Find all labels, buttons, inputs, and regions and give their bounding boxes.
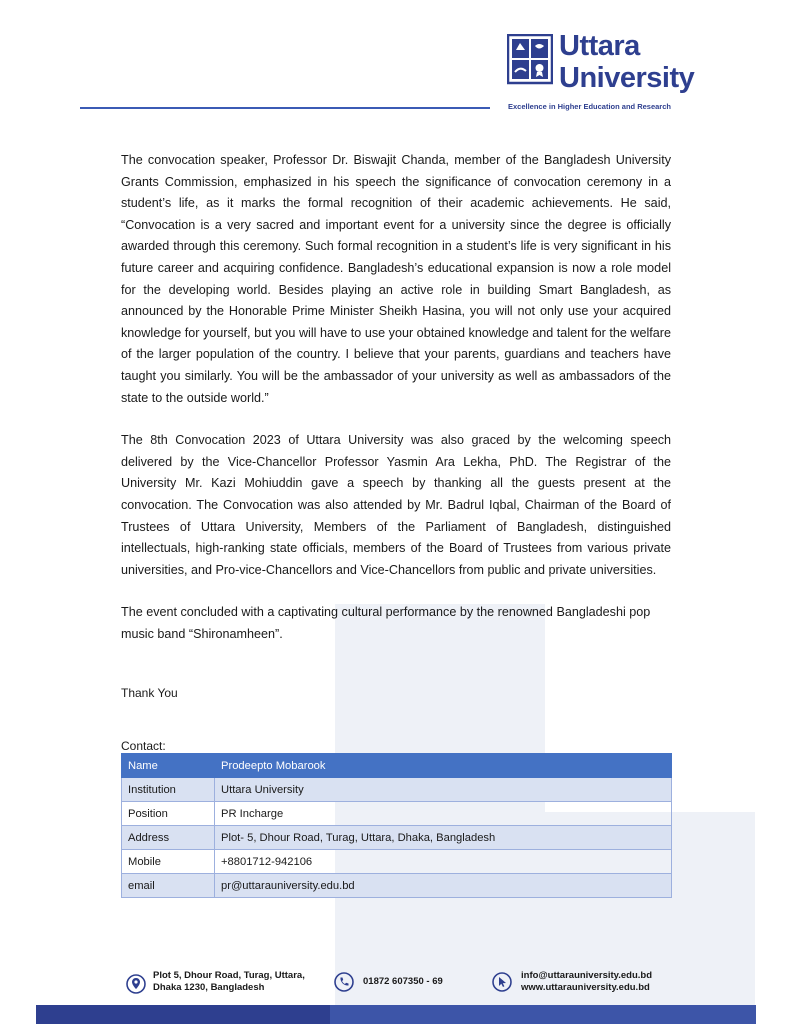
closing-text: Thank You: [121, 686, 178, 700]
table-cell-key: email: [122, 874, 215, 898]
paragraph: The convocation speaker, Professor Dr. Biswajit Chanda, member of the Bangladesh University Grants Commission, emphasized in his speech the significance of convocation ceremony in a student’s life, as it marks the formal recognition of their academic achievements. He said, “Convocation is a very sacred and important event for a university since the degree is officially awarded through this ceremony. Such formal recognition in a student’s life is very significant in his future career and acquiring confidence. Bangladesh’s educational expansion is now a role model for the developing world. Besides playing an active role in building Smart Bangladesh, as announced by the Honorable Prime Minister Sheikh Hasina, you will not only use your acquired knowledge for yourself, but you will have to use your obtained knowledge and talent for the welfare of the larger population of the country. I believe that your parents, guardians and teachers have taught you similarly. You will be the ambassador of your university as well as ambassadors of the state to the outside world.”: [121, 153, 671, 405]
cursor-icon: [492, 972, 512, 992]
paragraph: The 8th Convocation 2023 of Uttara University was also graced by the welcoming speech delivered by the Vice-Chancellor Professor Yasmin Ara Lekha, PhD. The Registrar of the University Mr. Kazi Mohiuddin gave a speech by thanking all the guests present at the convocation. The Convocation was also attended by Mr. Badrul Iqbal, Chairman of the Board of Trustees of Uttara University, Members of the Parliament of Bangladesh, distinguished intellectuals, high-ranking state officials, members of the Board of Trustees from various private universities, and Pro-vice-Chancellors and Vice-Chancellors from public and private universities.: [121, 433, 671, 577]
logo-tagline: Excellence in Higher Education and Research: [508, 102, 671, 111]
table-cell-value: Prodeepto Mobarook: [215, 754, 672, 778]
table-row: [122, 826, 672, 850]
footer-address-line1: Plot 5, Dhour Road, Turag, Uttara,: [153, 970, 305, 981]
crest-icon: [507, 34, 553, 88]
phone-icon: [334, 972, 354, 992]
table-row: [122, 802, 672, 826]
table-cell-key: Institution: [122, 778, 215, 802]
table-row: [122, 754, 672, 778]
logo-name-line2: University: [559, 62, 695, 94]
table-row: [122, 778, 672, 802]
logo-name-line1: Uttara: [559, 30, 640, 62]
article-body: [121, 150, 671, 666]
university-logo: [507, 30, 695, 114]
location-icon: [126, 974, 146, 994]
table-cell-value[interactable]: pr@uttarauniversity.edu.bd: [215, 874, 672, 898]
table-cell-value: PR Incharge: [215, 802, 672, 826]
table-cell-value: Uttara University: [215, 778, 672, 802]
table-row: [122, 850, 672, 874]
footer-address-line2: Dhaka 1230, Bangladesh: [153, 982, 265, 993]
footer-website[interactable]: www.uttarauniversity.edu.bd: [521, 982, 650, 993]
table-row: [122, 874, 672, 898]
table-cell-value: Plot- 5, Dhour Road, Turag, Uttara, Dhaka, Bangladesh: [215, 826, 672, 850]
footer-email[interactable]: info@uttarauniversity.edu.bd: [521, 970, 653, 981]
contact-label: Contact:: [121, 739, 166, 753]
table-cell-key: Mobile: [122, 850, 215, 874]
table-cell-key: Address: [122, 826, 215, 850]
footer-bar-accent: [330, 1005, 756, 1024]
table-cell-value: +8801712-942106: [215, 850, 672, 874]
table-cell-key: Name: [122, 754, 215, 778]
paragraph: The event concluded with a captivating cultural performance by the renowned Bangladeshi pop music band “Shironamheen”.: [121, 605, 651, 641]
table-cell-key: Position: [122, 802, 215, 826]
contact-table: [121, 753, 672, 898]
header-divider: [80, 107, 490, 109]
footer-phone[interactable]: 01872 607350 - 69: [363, 976, 443, 987]
